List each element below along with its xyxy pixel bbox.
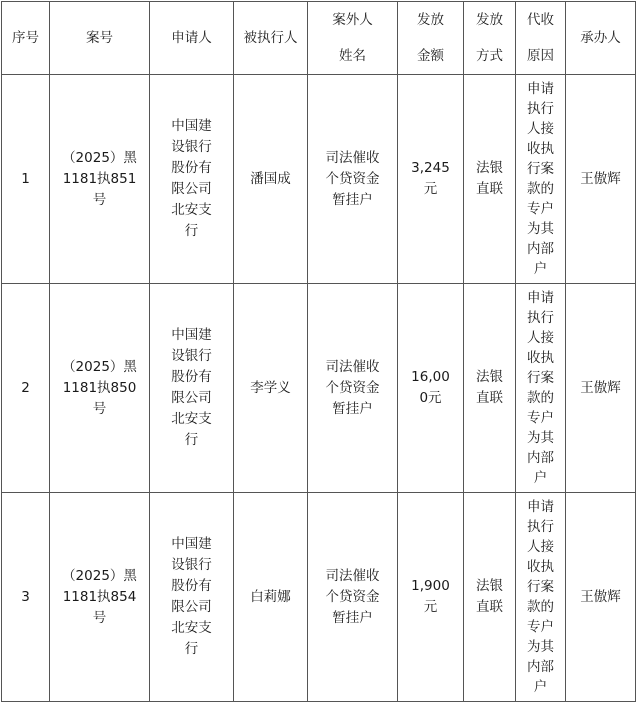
table-row bbox=[2, 75, 636, 284]
cell-outside-account: 司法催收个贷资金暂挂户 bbox=[308, 284, 398, 493]
table-row bbox=[2, 493, 636, 702]
header-applicant: 申请人 bbox=[150, 2, 234, 75]
cell-method: 法银直联 bbox=[464, 284, 516, 493]
cell-case-no: （2025）黑1181执850号 bbox=[50, 284, 150, 493]
cell-method: 法银直联 bbox=[464, 493, 516, 702]
cell-applicant: 中国建设银行股份有限公司北安支行 bbox=[150, 284, 234, 493]
cell-executed-party: 白莉娜 bbox=[234, 493, 308, 702]
cell-seq: 1 bbox=[2, 75, 50, 284]
cell-executed-party: 李学义 bbox=[234, 284, 308, 493]
payment-table bbox=[1, 1, 636, 702]
cell-amount: 16,000元 bbox=[398, 284, 464, 493]
cell-applicant: 中国建设银行股份有限公司北安支行 bbox=[150, 493, 234, 702]
table-row bbox=[2, 284, 636, 493]
cell-amount: 1,900元 bbox=[398, 493, 464, 702]
cell-reason: 申请执行人接收执行案款的专户为其内部户 bbox=[516, 75, 566, 284]
cell-case-no: （2025）黑1181执854号 bbox=[50, 493, 150, 702]
header-method: 发放方式 bbox=[464, 2, 516, 75]
cell-method: 法银直联 bbox=[464, 75, 516, 284]
cell-reason: 申请执行人接收执行案款的专户为其内部户 bbox=[516, 284, 566, 493]
table-header-row bbox=[2, 2, 636, 75]
header-amount: 发放金额 bbox=[398, 2, 464, 75]
header-seq: 序号 bbox=[2, 2, 50, 75]
cell-handler: 王傲辉 bbox=[566, 75, 636, 284]
header-case-no: 案号 bbox=[50, 2, 150, 75]
cell-handler: 王傲辉 bbox=[566, 284, 636, 493]
cell-case-no: （2025）黑1181执851号 bbox=[50, 75, 150, 284]
header-handler: 承办人 bbox=[566, 2, 636, 75]
cell-applicant: 中国建设银行股份有限公司北安支行 bbox=[150, 75, 234, 284]
cell-outside-account: 司法催收个贷资金暂挂户 bbox=[308, 75, 398, 284]
header-executed-party: 被执行人 bbox=[234, 2, 308, 75]
header-outside-account: 案外人姓名 bbox=[308, 2, 398, 75]
cell-outside-account: 司法催收个贷资金暂挂户 bbox=[308, 493, 398, 702]
cell-reason: 申请执行人接收执行案款的专户为其内部户 bbox=[516, 493, 566, 702]
cell-seq: 3 bbox=[2, 493, 50, 702]
header-reason: 代收原因 bbox=[516, 2, 566, 75]
cell-executed-party: 潘国成 bbox=[234, 75, 308, 284]
cell-seq: 2 bbox=[2, 284, 50, 493]
cell-amount: 3,245元 bbox=[398, 75, 464, 284]
cell-handler: 王傲辉 bbox=[566, 493, 636, 702]
